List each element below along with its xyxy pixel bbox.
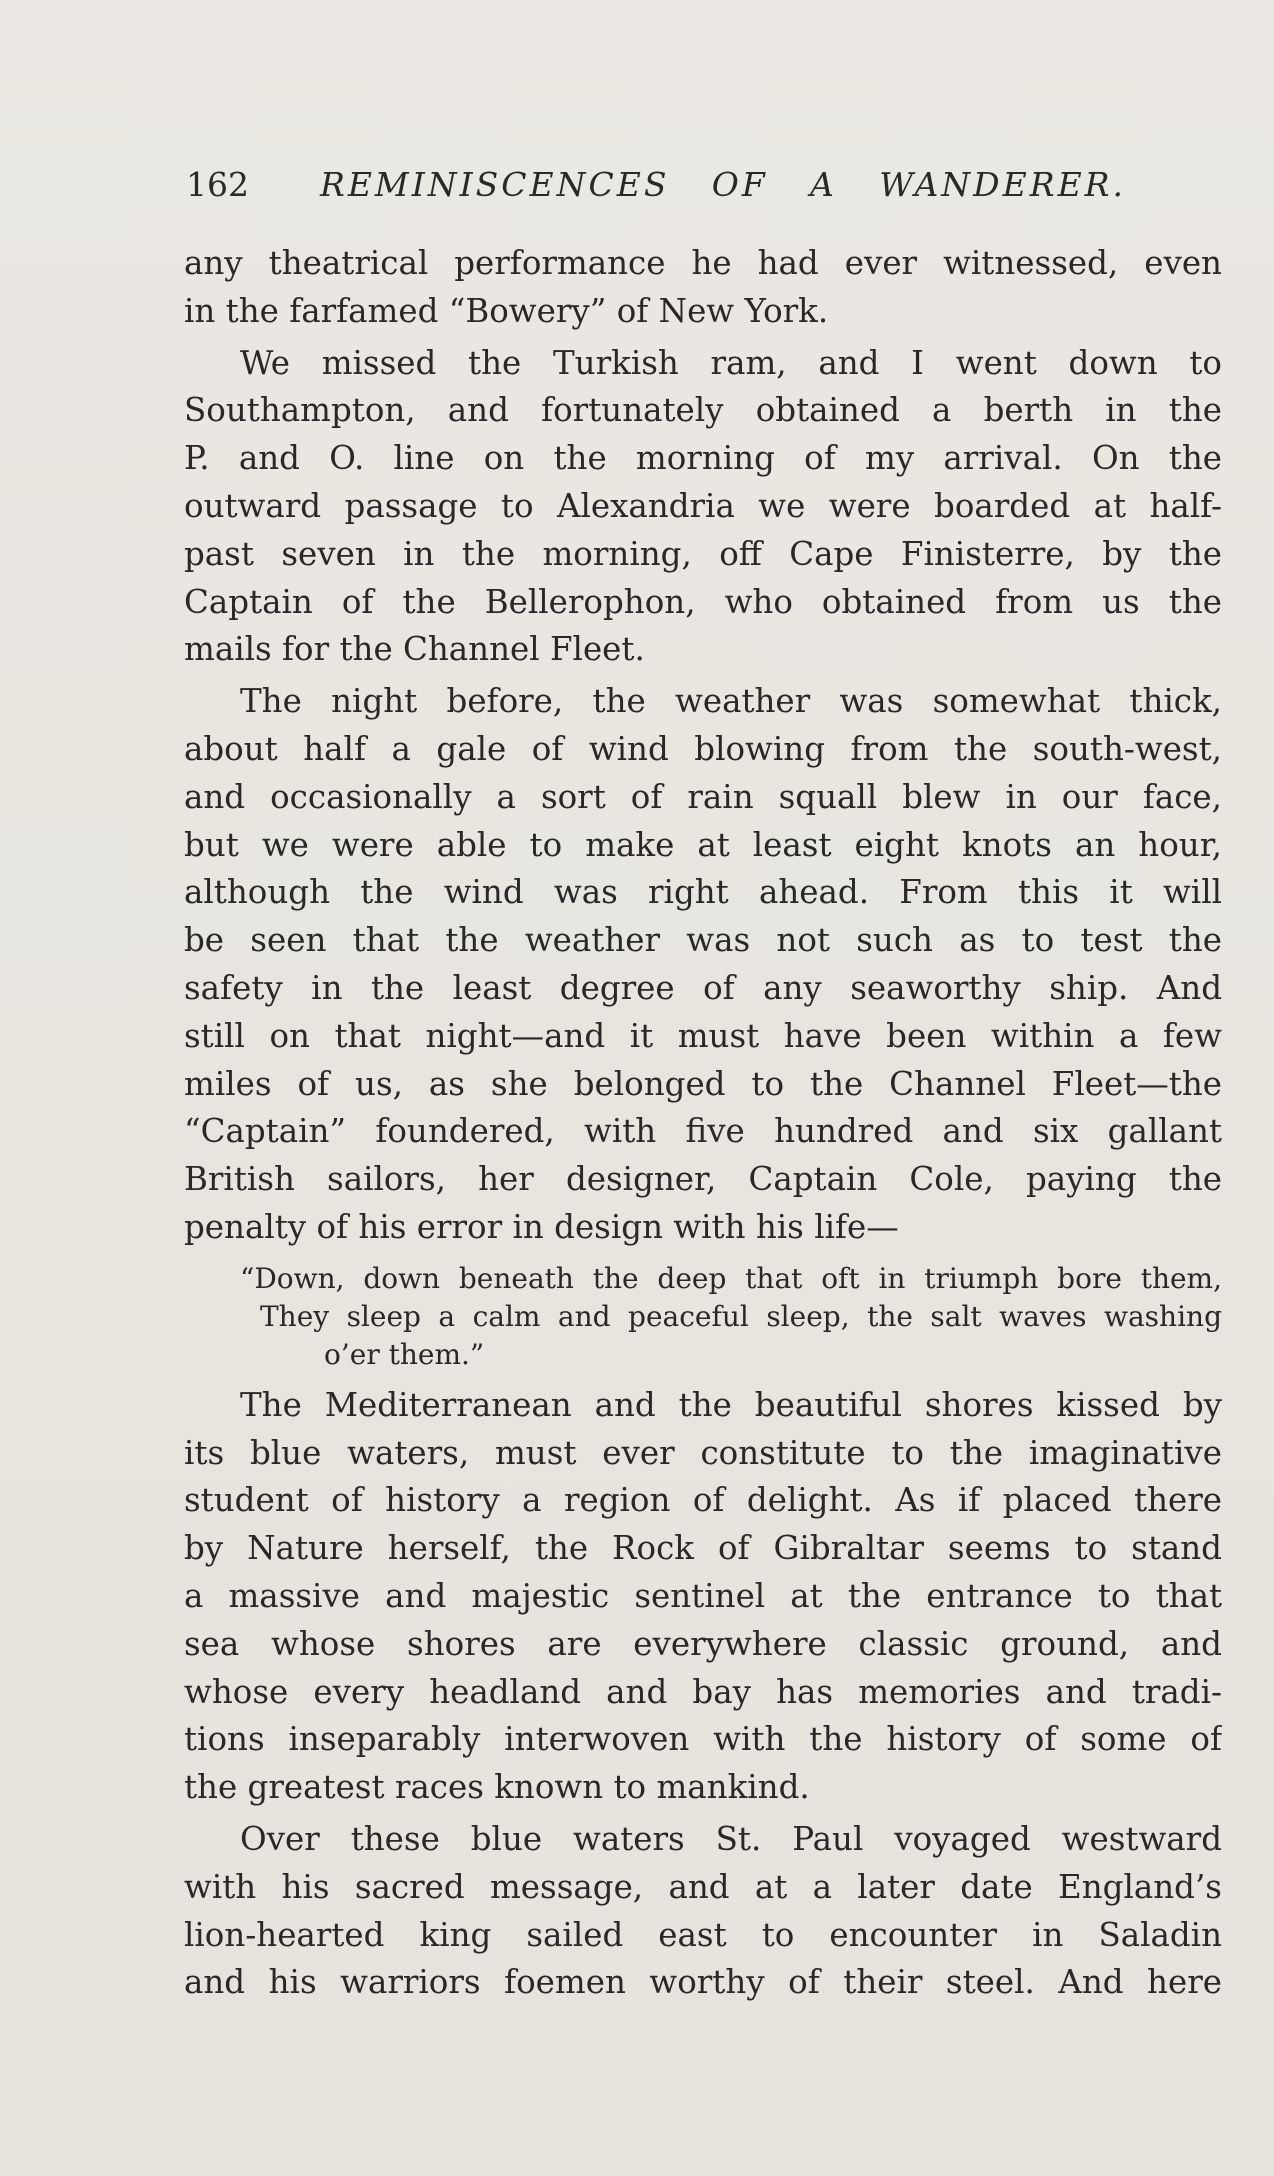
text-line: “Captain” foundered, with five hundred and six gallant (184, 1112, 1222, 1151)
text-line: sea whose shores are everywhere classic ground, and (184, 1624, 1222, 1663)
running-title: REMINISCENCES OF A WANDERER. (320, 165, 1126, 204)
text-line: about half a gale of wind blowing from the south-west, (184, 729, 1222, 768)
text-line: P. and O. line on the morning of my arrival. On the (184, 439, 1222, 478)
text-line: student of history a region of delight. As if placed there (184, 1481, 1222, 1520)
body-text (184, 240, 1222, 2007)
text-line: Captain of the Bellerophon, who obtained from us the (184, 582, 1222, 621)
text-line: Southampton, and fortunately obtained a berth in the (184, 391, 1222, 430)
text-line: the greatest races known to mankind. (184, 1768, 810, 1807)
text-line: a massive and majestic sentinel at the entrance to that (184, 1576, 1222, 1615)
text-line: outward passage to Alexandria we were boarded at half- (184, 486, 1222, 525)
text-line: but we were able to make at least eight knots an hour, (184, 825, 1222, 864)
block-quote (184, 1260, 1222, 1374)
text-line: still on that night—and it must have been within a few (184, 1016, 1222, 1055)
text-line: and occasionally a sort of rain squall blew in our face, (184, 777, 1222, 816)
text-line: lion-hearted king sailed east to encounter in Saladin (184, 1915, 1222, 1954)
text-line: its blue waters, must ever constitute to the imaginative (184, 1433, 1222, 1472)
text-line: in the farfamed “Bowery” of New York. (184, 291, 829, 330)
text-line: mails for the Channel Fleet. (184, 630, 645, 669)
paragraph (184, 340, 1222, 675)
paragraph (184, 1816, 1222, 2007)
text-line: miles of us, as she belonged to the Channel Fleet—the (184, 1064, 1222, 1103)
paragraph (184, 240, 1222, 336)
paragraph (184, 1382, 1222, 1812)
text-line: penalty of his error in design with his life— (184, 1207, 899, 1246)
page-number: 162 (186, 165, 249, 204)
paragraph (184, 678, 1222, 1252)
text-line: past seven in the morning, off Cape Finisterre, by the (184, 534, 1222, 573)
quote-line: “Down, down beneath the deep that oft in triumph bore them, (240, 1261, 1222, 1295)
text-line: and his warriors foemen worthy of their steel. And here (184, 1963, 1222, 2002)
text-line: tions inseparably interwoven with the history of some of (184, 1720, 1222, 1759)
text-line: be seen that the weather was not such as to test the (184, 921, 1222, 960)
text-line: any theatrical performance he had ever witnessed, even (184, 244, 1222, 282)
text-line: We missed the Turkish ram, and I went down to (240, 343, 1222, 382)
text-line: whose every headland and bay has memories and tradi- (184, 1672, 1222, 1711)
text-line: Over these blue waters St. Paul voyaged westward (240, 1819, 1222, 1858)
text-line: with his sacred message, and at a later date England’s (184, 1867, 1222, 1906)
text-line: British sailors, her designer, Captain Cole, paying the (184, 1160, 1222, 1199)
text-line: safety in the least degree of any seaworthy ship. And (184, 968, 1222, 1007)
text-line: although the wind was right ahead. From this it will (184, 873, 1222, 912)
text-line: The Mediterranean and the beautiful shores kissed by (240, 1385, 1222, 1424)
quote-line: They sleep a calm and peaceful sleep, the salt waves washing (260, 1299, 1222, 1333)
quote-line: o’er them.” (324, 1337, 485, 1371)
page-header (186, 160, 1126, 210)
text-line: The night before, the weather was somewhat thick, (240, 682, 1222, 721)
text-line: by Nature herself, the Rock of Gibraltar seems to stand (184, 1529, 1222, 1568)
